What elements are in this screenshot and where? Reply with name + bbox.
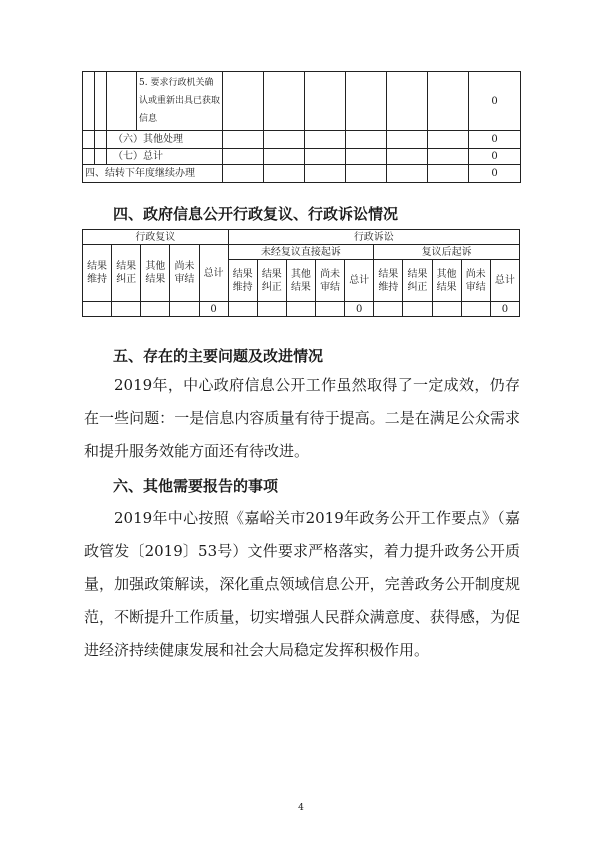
table-row xyxy=(83,165,521,183)
review-total-header: 总计 xyxy=(199,245,228,302)
admin-litigation-header: 行政诉讼 xyxy=(228,230,519,245)
section4-heading: 四、政府信息公开行政复议、行政诉讼情况 xyxy=(113,205,399,223)
direct-total-value: 0 xyxy=(345,302,374,317)
after-total-header: 总计 xyxy=(490,260,519,302)
direct-other-header: 其他结果 xyxy=(286,260,315,302)
outcome-table-continued xyxy=(82,71,521,183)
direct-corrected-header: 结果纠正 xyxy=(257,260,286,302)
item4-value: 0 xyxy=(469,165,521,183)
section6-heading: 六、其他需要报告的事项 xyxy=(113,477,279,495)
review-upheld-header: 结果维持 xyxy=(83,245,112,302)
table-row xyxy=(83,302,520,317)
review-corrected-header: 结果纠正 xyxy=(112,245,141,302)
review-litigation-table xyxy=(82,229,520,317)
after-upheld-header: 结果维持 xyxy=(374,260,403,302)
table-row xyxy=(83,72,521,131)
section6-body: 2019年中心按照《嘉峪关市2019年政务公开工作要点》（嘉政管发〔2019〕53号）文件要求严格落实，着力提升政务公开质量，加强政策解读，深化重点领域信息公开，完善政务公开制度规范，不断提升工作质量，切实增强人民群众满意度、获得感，为促进经济持续健康发展和社会大局稳定发挥积极作用。 xyxy=(84,509,520,659)
after-corrected-header: 结果纠正 xyxy=(403,260,432,302)
after-pending-header: 尚未审结 xyxy=(461,260,490,302)
review-other-header: 其他结果 xyxy=(141,245,170,302)
direct-pending-header: 尚未审结 xyxy=(316,260,345,302)
item5-label: 5. 要求行政机关确认或重新出具已获取信息 xyxy=(137,72,223,131)
direct-suit-header: 未经复议直接起诉 xyxy=(228,245,374,260)
admin-review-header: 行政复议 xyxy=(83,230,229,245)
section5-body: 2019年，中心政府信息公开工作虽然取得了一定成效，仍存在一些问题：一是信息内容质量有待于提高。二是在满足公众需求和提升服务效能方面还有待改进。 xyxy=(84,376,520,460)
item7-label: （七）总计 xyxy=(107,149,223,165)
item7-value: 0 xyxy=(469,149,521,165)
table-row xyxy=(83,131,521,149)
after-review-header: 复议后起诉 xyxy=(374,245,520,260)
direct-total-header: 总计 xyxy=(345,260,374,302)
table-row xyxy=(83,149,521,165)
item5-value: 0 xyxy=(469,72,521,131)
page-number: 4 xyxy=(298,803,304,813)
review-total-value: 0 xyxy=(199,302,228,317)
item6-label: （六）其他处理 xyxy=(107,131,223,149)
review-pending-header: 尚未审结 xyxy=(170,245,199,302)
item4-label: 四、结转下年度继续办理 xyxy=(83,165,223,183)
after-other-header: 其他结果 xyxy=(432,260,461,302)
after-total-value: 0 xyxy=(490,302,519,317)
section5-heading: 五、存在的主要问题及改进情况 xyxy=(113,347,324,365)
item6-value: 0 xyxy=(469,131,521,149)
direct-upheld-header: 结果维持 xyxy=(228,260,257,302)
